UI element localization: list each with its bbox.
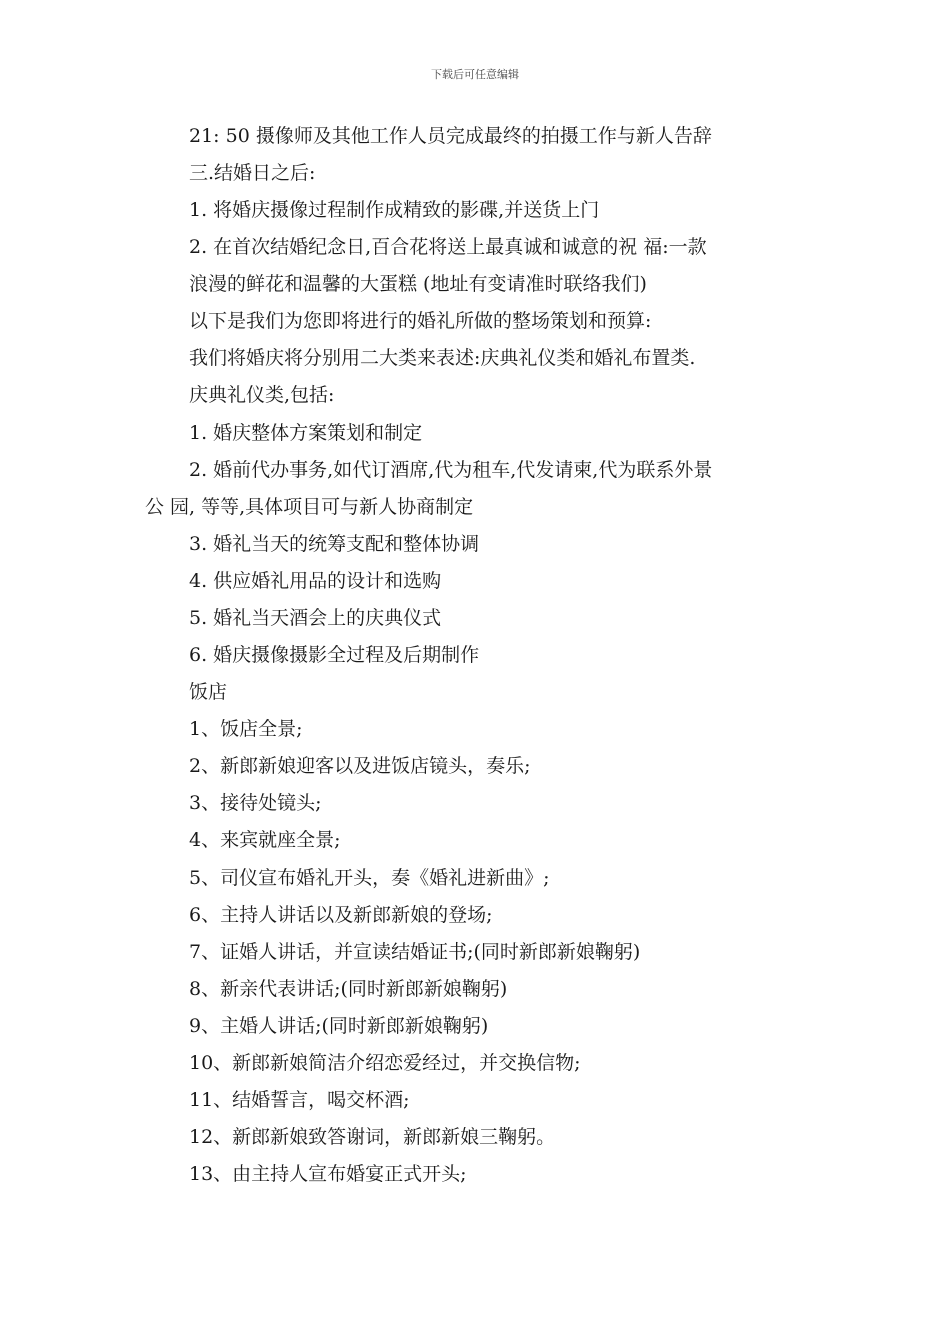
text-line: 浪漫的鲜花和温馨的大蛋糕 (地址有变请准时联络我们) xyxy=(189,273,647,295)
list-item: 8、新亲代表讲话;(同时新郎新娘鞠躬) xyxy=(189,978,508,1000)
list-item: 6、主持人讲话以及新郎新娘的登场; xyxy=(189,904,493,926)
text-line: 2. 婚前代办事务,如代订酒席,代为租车,代发请柬,代为联系外景 xyxy=(189,459,713,481)
text-line: 3. 婚礼当天的统筹支配和整体协调 xyxy=(189,533,480,555)
list-item: 12、新郎新娘致答谢词，新郎新娘三鞠躬。 xyxy=(189,1126,556,1148)
text-line: 以下是我们为您即将进行的婚礼所做的整场策划和预算: xyxy=(189,310,652,332)
list-item: 9、主婚人讲话;(同时新郎新娘鞠躬) xyxy=(189,1015,489,1037)
list-item: 5、司仪宣布婚礼开头，奏《婚礼进新曲》; xyxy=(189,867,550,889)
list-item: 3、接待处镜头; xyxy=(189,792,322,814)
section-heading: 三.结婚日之后: xyxy=(189,162,316,184)
text-line: 2. 在首次结婚纪念日,百合花将送上最真诚和诚意的祝 福:一款 xyxy=(189,236,707,258)
text-line: 4. 供应婚礼用品的设计和选购 xyxy=(189,570,442,592)
list-item: 13、由主持人宣布婚宴正式开头; xyxy=(189,1163,467,1185)
list-item: 4、来宾就座全景; xyxy=(189,829,341,851)
list-item: 11、结婚誓言，喝交杯酒; xyxy=(189,1089,410,1111)
list-item: 1、饭店全景; xyxy=(189,718,303,740)
text-line: 公 园, 等等,具体项目可与新人协商制定 xyxy=(145,496,474,518)
section-heading: 庆典礼仪类,包括: xyxy=(189,384,335,406)
text-line: 6. 婚庆摄像摄影全过程及后期制作 xyxy=(189,644,480,666)
list-item: 10、新郎新娘简洁介绍恋爱经过，并交换信物; xyxy=(189,1052,581,1074)
text-line: 我们将婚庆将分别用二大类来表述:庆典礼仪类和婚礼布置类. xyxy=(189,347,696,369)
text-line: 1. 将婚庆摄像过程制作成精致的影碟,并送货上门 xyxy=(189,199,600,221)
text-line: 21: 50 摄像师及其他工作人员完成最终的拍摄工作与新人告辞 xyxy=(189,125,712,147)
page-header: 下载后可任意编辑 xyxy=(431,68,519,81)
text-line: 5. 婚礼当天酒会上的庆典仪式 xyxy=(189,607,442,629)
list-item: 2、新郎新娘迎客以及进饭店镜头，奏乐; xyxy=(189,755,531,777)
list-item: 7、证婚人讲话，并宣读结婚证书;(同时新郎新娘鞠躬) xyxy=(189,941,641,963)
text-line: 1. 婚庆整体方案策划和制定 xyxy=(189,422,423,444)
section-heading: 饭店 xyxy=(189,681,228,703)
